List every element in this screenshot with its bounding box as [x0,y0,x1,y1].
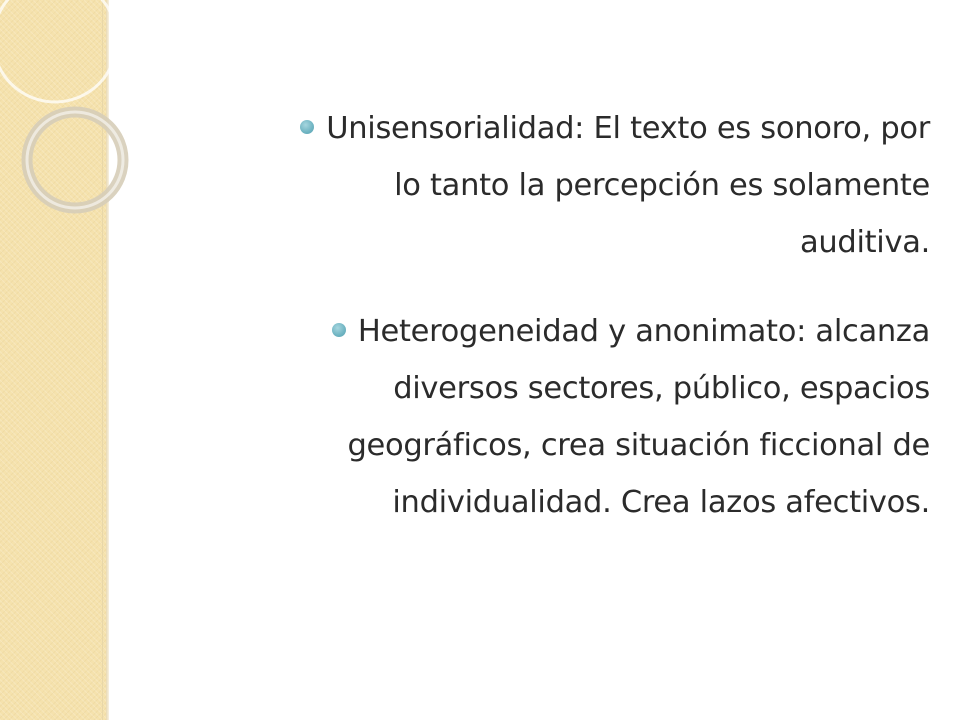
round-bullet-icon [300,120,314,134]
bullet-text: diversos sectores, público, espacios [393,371,930,406]
bullet-text: geográficos, crea situación ficcional de [347,428,930,463]
bullet-item-unisensorialidad [150,100,930,271]
bullet-text: individualidad. Crea lazos afectivos. [392,485,930,520]
bullet-text: auditiva. [799,225,930,260]
slide-body [150,100,930,531]
bullet-item-heterogeneidad [150,303,930,531]
bullet-line-1 [150,303,930,360]
bullet-text: lo tanto la percepción es solamente [394,168,930,203]
bullet-text: Unisensorialidad: El texto es sonoro, por [326,111,930,146]
bullet-text: Heterogeneidad y anonimato: alcanza [357,314,930,349]
bullet-line-1 [150,100,930,157]
concentric-circles-icon [0,0,130,260]
round-bullet-icon [332,323,346,337]
